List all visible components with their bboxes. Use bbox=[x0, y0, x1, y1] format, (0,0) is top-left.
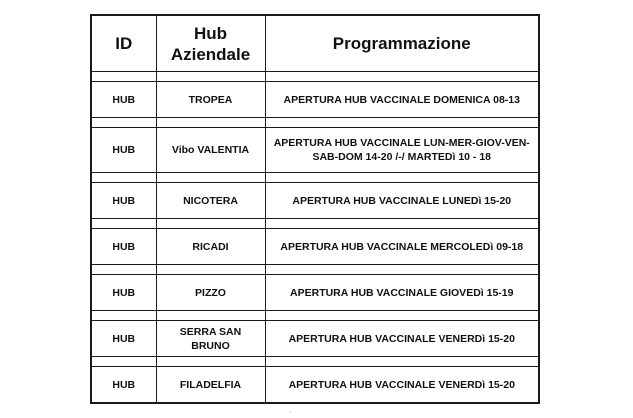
cell-id: HUB bbox=[91, 321, 156, 357]
cell-id: HUB bbox=[91, 367, 156, 404]
cell-programmazione: APERTURA HUB VACCINALE LUNEDì 15-20 bbox=[265, 183, 539, 219]
cell-id: HUB bbox=[91, 128, 156, 173]
cell-hub: PIZZO bbox=[156, 275, 265, 311]
table-row bbox=[91, 183, 539, 219]
table-row bbox=[91, 128, 539, 173]
cell-id: HUB bbox=[91, 229, 156, 265]
table-row bbox=[91, 82, 539, 118]
header-id: ID bbox=[91, 15, 156, 72]
header-programmazione: Programmazione bbox=[265, 15, 539, 72]
header-row bbox=[91, 15, 539, 72]
cell-programmazione: APERTURA HUB VACCINALE VENERDì 15-20 bbox=[265, 321, 539, 357]
cell-programmazione: APERTURA HUB VACCINALE DOMENICA 08-13 bbox=[265, 82, 539, 118]
cell-hub: RICADI bbox=[156, 229, 265, 265]
spacer-row bbox=[91, 265, 539, 275]
cell-programmazione: APERTURA HUB VACCINALE VENERDì 15-20 bbox=[265, 367, 539, 404]
table-row bbox=[91, 275, 539, 311]
cell-programmazione: APERTURA HUB VACCINALE LUN-MER-GIOV-VEN-SAB-DOM 14-20 /-/ MARTEDì 10 - 18 bbox=[265, 128, 539, 173]
cell-hub: SERRA SAN BRUNO bbox=[156, 321, 265, 357]
cell-programmazione: APERTURA HUB VACCINALE MERCOLEDì 09-18 bbox=[265, 229, 539, 265]
cell-hub: TROPEA bbox=[156, 82, 265, 118]
vaccination-hub-schedule-table bbox=[90, 14, 540, 404]
spacer-row bbox=[91, 173, 539, 183]
spacer-row bbox=[91, 72, 539, 82]
spacer-row bbox=[91, 118, 539, 128]
cell-id: HUB bbox=[91, 275, 156, 311]
cell-id: HUB bbox=[91, 183, 156, 219]
header-hub-aziendale: Hub Aziendale bbox=[156, 15, 265, 72]
table-row bbox=[91, 321, 539, 357]
table-row bbox=[91, 229, 539, 265]
stray-mark: · bbox=[289, 409, 292, 416]
cell-hub: Vibo VALENTIA bbox=[156, 128, 265, 173]
cell-programmazione: APERTURA HUB VACCINALE GIOVEDì 15-19 bbox=[265, 275, 539, 311]
cell-hub: FILADELFIA bbox=[156, 367, 265, 404]
cell-id: HUB bbox=[91, 82, 156, 118]
spacer-row bbox=[91, 219, 539, 229]
spacer-row bbox=[91, 311, 539, 321]
spacer-row bbox=[91, 357, 539, 367]
table-row bbox=[91, 367, 539, 404]
cell-hub: NICOTERA bbox=[156, 183, 265, 219]
